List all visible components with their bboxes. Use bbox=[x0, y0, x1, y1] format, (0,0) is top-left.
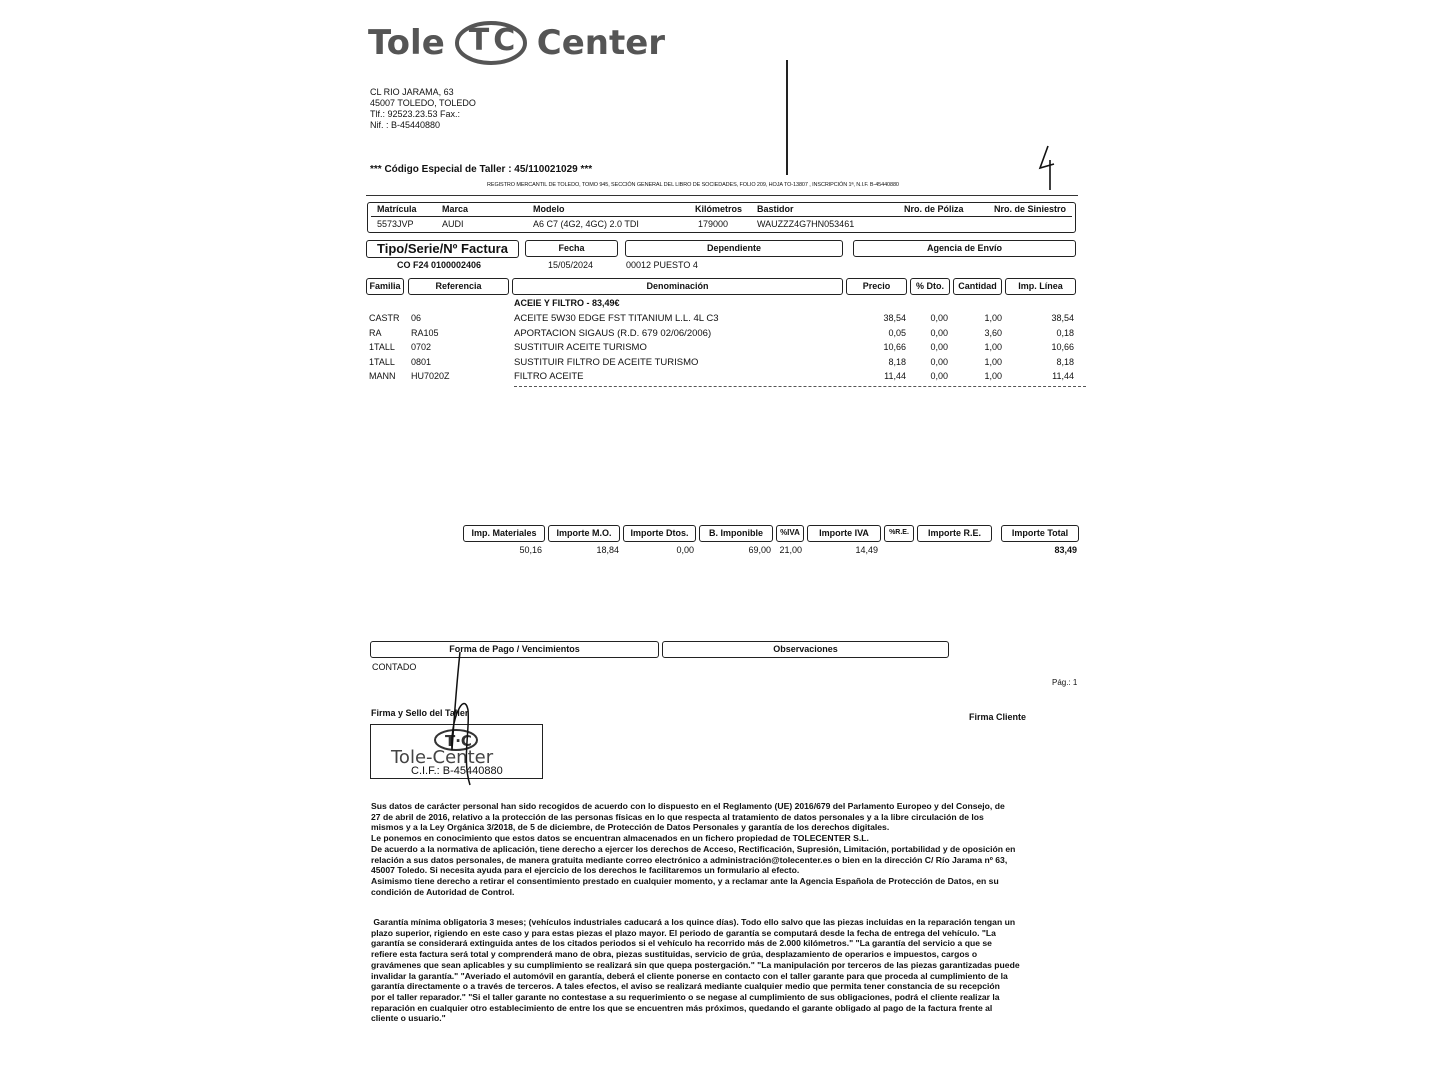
row-familia: MANN bbox=[369, 371, 396, 381]
privacy-line: Sus datos de carácter personal han sido recogidos de acuerdo con lo dispuesto en el Reglamento (UE) 2016/679 del Parlamento Europeo y del Consejo, de bbox=[371, 801, 1005, 811]
row-denominacion: FILTRO ACEITE bbox=[514, 371, 584, 382]
total-base: 69,00 bbox=[748, 545, 771, 555]
invoice-number: CO F24 0100002406 bbox=[397, 260, 482, 270]
privacy-line: 45007 Toledo. Si necesita ayuda para el ejercicio de los derechos le facilitaremos un formulario al efecto. bbox=[371, 865, 800, 876]
total-header-base: B. Imponible bbox=[699, 525, 773, 542]
address-line: 45007 TOLEDO, TOLEDO bbox=[370, 98, 476, 108]
invoice-clerk-header: Dependiente bbox=[625, 240, 843, 257]
col-denominacion: Denominación bbox=[512, 278, 843, 295]
total-header-dtos: Importe Dtos. bbox=[623, 525, 696, 542]
page-number: Pág.: 1 bbox=[1052, 678, 1078, 687]
row-referencia: 0801 bbox=[411, 357, 432, 367]
warranty-line: reparación en cualquier otro establecimiento de entre los que se encuentren más próximos, quedando el garante obligado al pago de la factura frente al bbox=[371, 1002, 993, 1013]
workshop-signature-label: Firma y Sello del Taller bbox=[371, 708, 469, 718]
row-imp-linea: 0,18 bbox=[1056, 328, 1074, 338]
privacy-line: condición de Autoridad de Control. bbox=[371, 886, 515, 897]
invoice-clerk: 00012 PUESTO 4 bbox=[626, 260, 698, 270]
vertical-rule bbox=[786, 60, 788, 175]
row-precio: 38,54 bbox=[883, 313, 906, 323]
invoice-date-header: Fecha bbox=[525, 240, 618, 257]
total-iva: 14,49 bbox=[855, 545, 878, 555]
warranty-line: Garantía mínima obligatoria 3 meses; (vehículos industriales caducará a los quince días). Todo ello salvo que las piezas incluidas en la reparación tengan un bbox=[371, 917, 1016, 927]
logo-mark bbox=[451, 20, 531, 66]
privacy-line: relación a sus datos personales, de manera gratuita mediante correo electrónico a administración@tolecenter.es o bien en la dirección C/ Río Jarama nº 63, bbox=[371, 854, 1008, 865]
privacy-line: 27 de abril de 2016, relativo a la protección de las personas físicas en lo que respecta al tratamiento de datos personales y a la libre circulación de los bbox=[371, 811, 984, 822]
col-cantidad: Cantidad bbox=[953, 278, 1002, 295]
row-referencia: 06 bbox=[411, 313, 422, 323]
company-address bbox=[370, 87, 476, 131]
invoice-number-header: Tipo/Serie/Nº Factura bbox=[366, 240, 519, 258]
svg-text:T·C: T·C bbox=[445, 732, 472, 750]
header-marca: Marca bbox=[442, 204, 469, 214]
col-precio: Precio bbox=[846, 278, 907, 295]
privacy-line: De acuerdo a la normativa de aplicación, tiene derecho a ejercer los derechos de Acceso, Rectificación, Supresión, Limitación, portabilidad y de oposición en bbox=[371, 843, 1016, 854]
row-dto: 0,00 bbox=[930, 313, 948, 323]
row-precio: 10,66 bbox=[883, 342, 906, 352]
row-cantidad: 1,00 bbox=[984, 357, 1002, 367]
lines-end-rule bbox=[514, 386, 1086, 387]
client-signature-label: Firma Cliente bbox=[969, 712, 1027, 722]
row-referencia: HU7020Z bbox=[411, 371, 450, 381]
total-materiales: 50,16 bbox=[519, 545, 542, 555]
header-kilometros: Kilómetros bbox=[695, 204, 743, 214]
warranty-line: refiere esta factura será total y comprenderá mano de obra, piezas sustituidas, servicio de grúa, desplazamiento de operarios e impuestos, cargos o bbox=[371, 949, 978, 960]
row-cantidad: 1,00 bbox=[984, 342, 1002, 352]
total-header-materiales: Imp. Materiales bbox=[463, 525, 545, 542]
header-modelo: Modelo bbox=[533, 204, 565, 214]
value-bastidor: WAUZZZ4G7HN053461 bbox=[757, 219, 855, 229]
row-precio: 0,05 bbox=[888, 328, 906, 338]
stamp-name: Tole-Center bbox=[391, 747, 494, 768]
row-familia: 1TALL bbox=[369, 342, 395, 352]
vehicle-divider bbox=[371, 216, 1072, 217]
handwritten-mark bbox=[1036, 144, 1060, 192]
privacy-notice bbox=[371, 801, 1081, 897]
divider bbox=[366, 195, 1078, 196]
address-line: Tlf.: 92523.23.53 Fax.: bbox=[370, 109, 461, 119]
total-header-iva-pct: %IVA bbox=[776, 525, 804, 542]
row-imp-linea: 10,66 bbox=[1051, 342, 1074, 352]
stamp-cif: C.I.F.: B-45440880 bbox=[411, 765, 503, 777]
header-poliza: Nro. de Póliza bbox=[904, 204, 964, 214]
row-familia: 1TALL bbox=[369, 357, 395, 367]
signature-scribble bbox=[440, 650, 490, 790]
total-mo: 18,84 bbox=[596, 545, 619, 555]
header-siniestro: Nro. de Siniestro bbox=[994, 204, 1067, 214]
logo-mark-text: TC bbox=[468, 23, 520, 58]
row-cantidad: 1,00 bbox=[984, 371, 1002, 381]
header-bastidor: Bastidor bbox=[757, 204, 794, 214]
row-denominacion: ACEITE 5W30 EDGE FST TITANIUM L.L. 4L C3 bbox=[514, 313, 719, 324]
value-marca: AUDI bbox=[442, 219, 464, 229]
row-imp-linea: 8,18 bbox=[1056, 357, 1074, 367]
row-precio: 8,18 bbox=[888, 357, 906, 367]
payment-header: Forma de Pago / Vencimientos bbox=[370, 641, 659, 658]
row-cantidad: 1,00 bbox=[984, 313, 1002, 323]
warranty-line: garantía directamente o a través de terceros. A tales efectos, el aviso se realizará mediante cualquier medio que permita tener constancia de su recepción bbox=[371, 981, 1000, 992]
row-familia: CASTR bbox=[369, 313, 400, 323]
invoice-agency-header: Agencia de Envío bbox=[853, 240, 1076, 257]
value-matricula: 5573JVP bbox=[377, 219, 414, 229]
address-line: Nif. : B-45440880 bbox=[370, 120, 441, 130]
warranty-line: por el taller reparador." "Si el taller garante no contestase a su requerimiento o se negase al cumplimiento de sus obligaciones, podrá el cliente realizar la bbox=[371, 991, 1000, 1002]
row-referencia: 0702 bbox=[411, 342, 432, 352]
value-kilometros: 179000 bbox=[698, 219, 729, 229]
payment-method: CONTADO bbox=[372, 662, 417, 672]
row-cantidad: 3,60 bbox=[984, 328, 1002, 338]
col-dto: % Dto. bbox=[910, 278, 950, 295]
row-precio: 11,44 bbox=[884, 371, 906, 381]
logo-right-text: Center bbox=[536, 23, 666, 63]
row-referencia: RA105 bbox=[411, 328, 439, 338]
warranty-line: cliente o usuario." bbox=[371, 1013, 446, 1024]
row-denominacion: SUSTITUIR FILTRO DE ACEITE TURISMO bbox=[514, 357, 699, 368]
total-header-re-pct: %R.E. bbox=[884, 525, 914, 542]
company-logo bbox=[368, 18, 668, 68]
invoice-date: 15/05/2024 bbox=[548, 260, 594, 270]
warranty-line: gravámenes que sean aplicables y su cumplimiento se realizará sin que quepa postergación." "La manipulación por terceros de las piezas garantizadas puede bbox=[371, 959, 1020, 970]
total-iva-pct: 21,00 bbox=[779, 545, 802, 555]
row-denominacion: SUSTITUIR ACEITE TURISMO bbox=[514, 342, 647, 353]
row-dto: 0,00 bbox=[930, 342, 948, 352]
row-familia: RA bbox=[369, 328, 382, 338]
total-header-total: Importe Total bbox=[1001, 525, 1079, 542]
warranty-line: invalidar la garantía." "Averiado el automóvil en garantía, deberá el cliente ponerse en contacto con el taller garante para que proceda al cumplimiento de la bbox=[371, 970, 1008, 981]
total-header-re: Importe R.E. bbox=[917, 525, 992, 542]
total-header-iva: Importe IVA bbox=[807, 525, 881, 542]
registry-note: REGISTRO MERCANTIL DE TOLEDO, TOMO 945, SECCIÓN GENERAL DEL LIBRO DE SOCIEDADES, FOLIO 209, HOJA TO-13807 , INSCRIPCIÓN 1ª, N.I.F. B-45440880 bbox=[487, 182, 899, 188]
warranty-line: garantía se considerará extinguida antes de los citados periodos si el vehículo ha recorrido más de 2.000 kilómetros." "La garantía del servicio a que se bbox=[371, 938, 992, 949]
warranty-notice bbox=[371, 917, 1081, 1024]
value-modelo: A6 C7 (4G2, 4GC) 2.0 TDI bbox=[533, 219, 639, 229]
row-imp-linea: 11,44 bbox=[1052, 371, 1074, 381]
row-imp-linea: 38,54 bbox=[1051, 313, 1074, 323]
row-dto: 0,00 bbox=[930, 328, 948, 338]
col-referencia: Referencia bbox=[408, 278, 509, 295]
total-importe: 83,49 bbox=[1054, 545, 1077, 555]
vehicle-box bbox=[367, 202, 1076, 233]
header-matricula: Matrícula bbox=[377, 204, 417, 214]
col-imp-linea: Imp. Línea bbox=[1005, 278, 1076, 295]
privacy-line: Asimismo tiene derecho a retirar el consentimiento prestado en cualquier momento, y a reclamar ante la Agencia Española de Protección de Datos, en su bbox=[371, 875, 999, 886]
col-familia: Familia bbox=[366, 278, 404, 295]
row-dto: 0,00 bbox=[930, 371, 948, 381]
row-dto: 0,00 bbox=[930, 357, 948, 367]
address-line: CL RIO JARAMA, 63 bbox=[370, 87, 454, 97]
special-code: *** Código Especial de Taller : 45/110021029 *** bbox=[370, 164, 593, 175]
privacy-line: Le ponemos en conocimiento que estos datos se encuentran almacenados en un fichero propiedad de TOLECENTER S.L. bbox=[371, 833, 869, 844]
total-header-mo: Importe M.O. bbox=[548, 525, 620, 542]
warranty-line: plazo superior, rigiendo en este caso y para estas piezas el plazo mayor. El periodo de garantía se computará desde la fecha de entrega del vehículo. "La bbox=[371, 927, 996, 938]
group-title: ACEIE Y FILTRO - 83,49€ bbox=[514, 298, 620, 308]
total-dtos: 0,00 bbox=[676, 545, 694, 555]
observations-header: Observaciones bbox=[662, 641, 949, 658]
privacy-line: mismos y a la Ley Orgánica 3/2018, de 5 de diciembre, de Protección de Datos Personales y garantía de los derechos digitales. bbox=[371, 822, 890, 833]
logo-left-text: Tole bbox=[368, 23, 445, 63]
row-denominacion: APORTACION SIGAUS (R.D. 679 02/06/2006) bbox=[514, 328, 712, 339]
